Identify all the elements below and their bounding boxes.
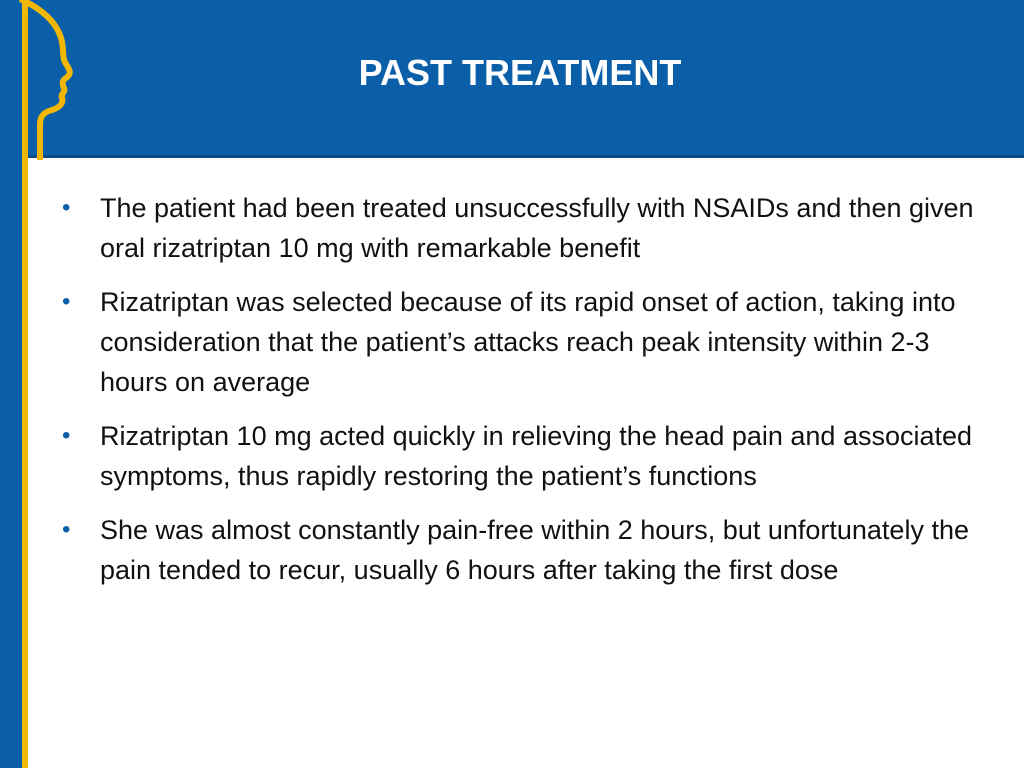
bullet-icon: •	[62, 194, 71, 221]
bullet-item	[62, 416, 982, 496]
bullet-icon: •	[62, 288, 71, 315]
bullet-icon: •	[62, 422, 71, 449]
bullet-text: The patient had been treated unsuccessfully with NSAIDs and then given oral rizatriptan 10 mg with remarkable benefit	[100, 193, 974, 263]
bullet-text: Rizatriptan was selected because of its rapid onset of action, taking into consideration that the patient’s attacks reach peak intensity within 2-3 hours on average	[100, 287, 956, 397]
bullet-item	[62, 510, 982, 590]
bullet-text: She was almost constantly pain-free within 2 hours, but unfortunately the pain tended to recur, usually 6 hours after taking the first dose	[100, 515, 969, 585]
bullet-icon: •	[62, 516, 71, 543]
bullet-item	[62, 282, 982, 402]
bullet-list	[62, 188, 982, 604]
slide-title: PAST TREATMENT	[358, 52, 682, 93]
header-divider	[0, 155, 1024, 158]
bullet-text: Rizatriptan 10 mg acted quickly in relieving the head pain and associated symptoms, thus rapidly restoring the patient’s functions	[100, 421, 973, 491]
bullet-item	[62, 188, 982, 268]
